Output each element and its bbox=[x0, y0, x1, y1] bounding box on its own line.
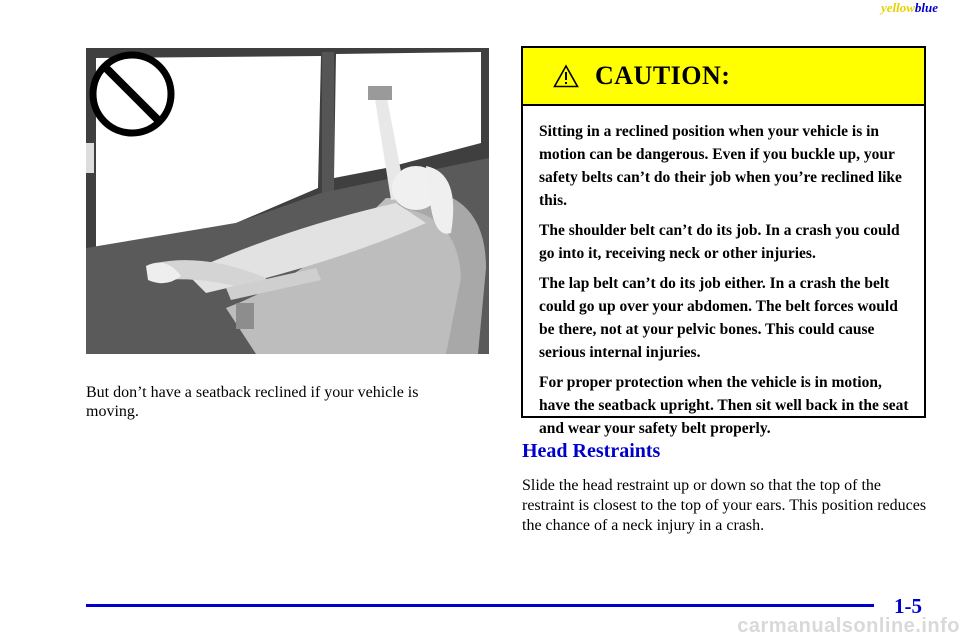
header-mark-blue: blue bbox=[914, 0, 938, 15]
caution-paragraph: Sitting in a reclined position when your vehicle is in motion can be dangerous. Even if you buckle up, your safety belts can’t do their job when you’re reclined like this. bbox=[539, 123, 902, 209]
warning-triangle-icon bbox=[553, 64, 579, 88]
left-caption: But don’t have a seatback reclined if your vehicle is moving. bbox=[86, 384, 419, 420]
section-title: Head Restraints bbox=[522, 440, 661, 462]
caution-paragraph: The shoulder belt can’t do its job. In a crash you could go into it, receiving neck or other injuries. bbox=[539, 222, 900, 262]
footer-divider bbox=[86, 604, 874, 607]
reclined-seat-illustration bbox=[86, 48, 489, 354]
watermark: carmanualsonline.info bbox=[737, 615, 960, 637]
caution-paragraph: For proper protection when the vehicle is in motion, have the seatback upright. Then sit well back in the seat and wear your safety belt properly. bbox=[539, 374, 909, 437]
caution-header bbox=[523, 48, 924, 106]
caution-body bbox=[523, 106, 924, 440]
header-mark-yellow: yellow bbox=[880, 0, 915, 15]
caution-paragraph: The lap belt can’t do its job either. In a crash the belt could go up over your abdomen. The belt forces would be there, not at your pelvic bones. This could cause serious internal injuries. bbox=[539, 275, 898, 361]
caution-title: CAUTION: bbox=[595, 61, 731, 90]
section-body: Slide the head restraint up or down so that the top of the restraint is closest to the top of your ears. This position reduces the chance of a neck injury in a crash. bbox=[522, 477, 927, 534]
header-color-mark bbox=[881, 0, 938, 16]
page-number: 1-5 bbox=[894, 594, 922, 618]
caution-box bbox=[521, 46, 926, 437]
